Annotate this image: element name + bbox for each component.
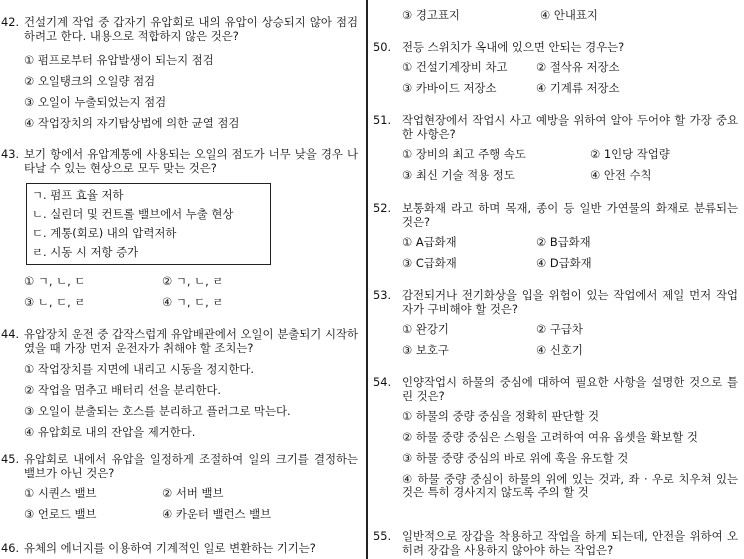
option-1[interactable]: ① 펌프로부터 유압발생이 되는지 점검 [24, 53, 214, 67]
option-2[interactable]: ② 오일탱크의 오일량 점검 [24, 74, 156, 88]
example-item: ㄱ. 펌프 효율 저하 [32, 188, 124, 202]
question-text: 유체의 에너지를 이용하여 기계적인 일로 변환하는 기기는? [24, 541, 316, 555]
question-52 [372, 201, 744, 274]
question-text: 감전되거나 전기화상을 입을 위험이 있는 작업에서 제일 먼저 작업자가 구비해야 할 것은? [402, 288, 738, 316]
option-4[interactable]: ④ 유압회로 내의 잔압을 제거한다. [24, 425, 196, 439]
question-text: 인양작업시 하물의 중심에 대하여 필요한 사항을 설명한 것으로 틀린 것은? [402, 375, 738, 403]
question-number: 43. [1, 147, 20, 161]
option-3[interactable]: ③ C급화재 [402, 256, 457, 270]
option-1[interactable]: ① 하물의 중량 중심을 정확히 판단할 것 [402, 409, 599, 423]
option-1[interactable]: ① 건설기계장비 차고 [402, 60, 508, 74]
example-item: ㄹ. 시동 시 저항 증가 [32, 245, 139, 259]
option-2[interactable]: ② 1인당 작업량 [590, 147, 670, 161]
option-2[interactable]: ② 구급차 [536, 322, 583, 336]
question-text: 보기 항에서 유압계통에 사용되는 오일의 점도가 너무 낮을 경우 나타날 수 있는 현상으로 모두 맞는 것은? [24, 147, 358, 175]
option-3[interactable]: ③ 오일이 누출되었는지 점검 [24, 95, 167, 109]
option-2[interactable]: ② 하물 중량 중심은 스윙을 고려하여 여유 옵셋을 확보할 것 [402, 430, 698, 444]
option-1[interactable]: ① 시퀀스 밸브 [24, 486, 97, 500]
option-1[interactable]: ① A급화재 [402, 235, 457, 249]
example-item: ㄷ. 계통(회로) 내의 압력저하 [32, 226, 177, 240]
example-item: ㄴ. 실린더 및 컨트롤 밸브에서 누출 현상 [32, 207, 234, 221]
option-3[interactable]: ③ 오일이 분출되는 호스를 분리하고 플러그로 막는다. [24, 404, 291, 418]
option-3[interactable]: ③ 언로드 밸브 [24, 507, 97, 521]
question-45 [0, 452, 364, 525]
option-1[interactable]: ① ㄱ, ㄴ, ㄷ [24, 274, 86, 288]
option-4[interactable]: ④ 카운터 밸런스 밸브 [162, 507, 272, 521]
question-43 [0, 147, 364, 175]
question-text: 유압장치 운전 중 갑작스럽게 유압배관에서 오일이 분출되기 시작하였을 때 가장 먼저 운전자가 취해야 할 조치는? [24, 327, 358, 355]
question-46 [0, 541, 364, 555]
question-44 [0, 327, 364, 443]
question-number: 52. [373, 201, 392, 215]
question-53 [372, 288, 744, 361]
option-4[interactable]: ④ 안내표지 [540, 8, 598, 22]
option-4[interactable]: ④ 작업장치의 자기탐상법에 의한 균열 점검 [24, 116, 240, 130]
question-text: 건설기계 작업 중 갑자기 유압회로 내의 유압이 상승되지 않아 점검하려고 한다. 내용으로 적합하지 않은 것은? [24, 15, 358, 43]
option-3[interactable]: ③ 하물 중량 중심의 바로 위에 훅을 유도할 것 [402, 451, 629, 465]
option-2[interactable]: ② 절삭유 저장소 [536, 60, 620, 74]
question-42 [0, 15, 364, 134]
question-55 [372, 529, 744, 557]
question-number: 55. [373, 529, 392, 543]
option-4[interactable]: ④ 하물 중량 중심이 하물의 위에 있는 것과, 좌 · 우로 치우쳐 있는 것은 특히 경사지지 않도록 주의 할 것 [402, 472, 738, 499]
question-number: 50. [373, 40, 392, 54]
option-4[interactable]: ④ D급화재 [536, 256, 592, 270]
option-2[interactable]: ② B급화재 [536, 235, 591, 249]
question-number: 53. [373, 288, 392, 302]
question-number: 42. [1, 15, 20, 29]
option-2[interactable]: ② ㄱ, ㄴ, ㄹ [162, 274, 224, 288]
question-number: 45. [1, 452, 20, 466]
question-number: 51. [373, 113, 392, 127]
question-50 [372, 40, 744, 99]
column-divider [366, 0, 368, 559]
option-1[interactable]: ① 완강기 [402, 322, 449, 336]
option-4[interactable]: ④ 기계류 저장소 [536, 81, 620, 95]
question-51 [372, 113, 744, 186]
question-49-options-tail [372, 5, 744, 26]
option-1[interactable]: ① 장비의 최고 주행 속도 [402, 147, 526, 161]
option-4[interactable]: ④ 신호기 [536, 343, 583, 357]
question-number: 44. [1, 327, 20, 341]
question-number: 46. [1, 541, 20, 555]
option-3[interactable]: ③ 경고표지 [402, 8, 460, 22]
question-43-options [0, 271, 364, 313]
option-3[interactable]: ③ ㄴ, ㄷ, ㄹ [24, 295, 86, 309]
option-4[interactable]: ④ ㄱ, ㄷ, ㄹ [162, 295, 224, 309]
option-1[interactable]: ① 작업장치를 지면에 내리고 시동을 정지한다. [24, 362, 254, 376]
option-3[interactable]: ③ 최신 기술 적용 정도 [402, 168, 515, 182]
option-4[interactable]: ④ 안전 수칙 [590, 168, 652, 182]
option-2[interactable]: ② 작업을 멈추고 배터리 선을 분리한다. [24, 383, 221, 397]
option-3[interactable]: ③ 보호구 [402, 343, 449, 357]
example-box [26, 183, 271, 265]
question-number: 54. [373, 375, 392, 389]
question-text: 일반적으로 장갑을 착용하고 작업을 하게 되는데, 안전을 위하여 오히려 장갑을 사용하지 않아야 하는 작업은? [402, 529, 738, 557]
question-text: 작업현장에서 작업시 사고 예방을 위하여 알아 두어야 할 가장 중요한 사항은? [402, 113, 738, 141]
option-3[interactable]: ③ 카바이드 저장소 [402, 81, 497, 95]
question-text: 보통화재 라고 하며 목재, 종이 등 일반 가연물의 화재로 분류되는 것은? [402, 201, 738, 229]
option-2[interactable]: ② 서버 밸브 [162, 486, 224, 500]
question-54 [372, 375, 744, 499]
question-text: 유압회로 내에서 유압을 일정하게 조절하여 일의 크기를 결정하는 밸브가 아닌 것은? [24, 452, 358, 480]
question-text: 전등 스위치가 옥내에 있으면 안되는 경우는? [402, 40, 625, 54]
